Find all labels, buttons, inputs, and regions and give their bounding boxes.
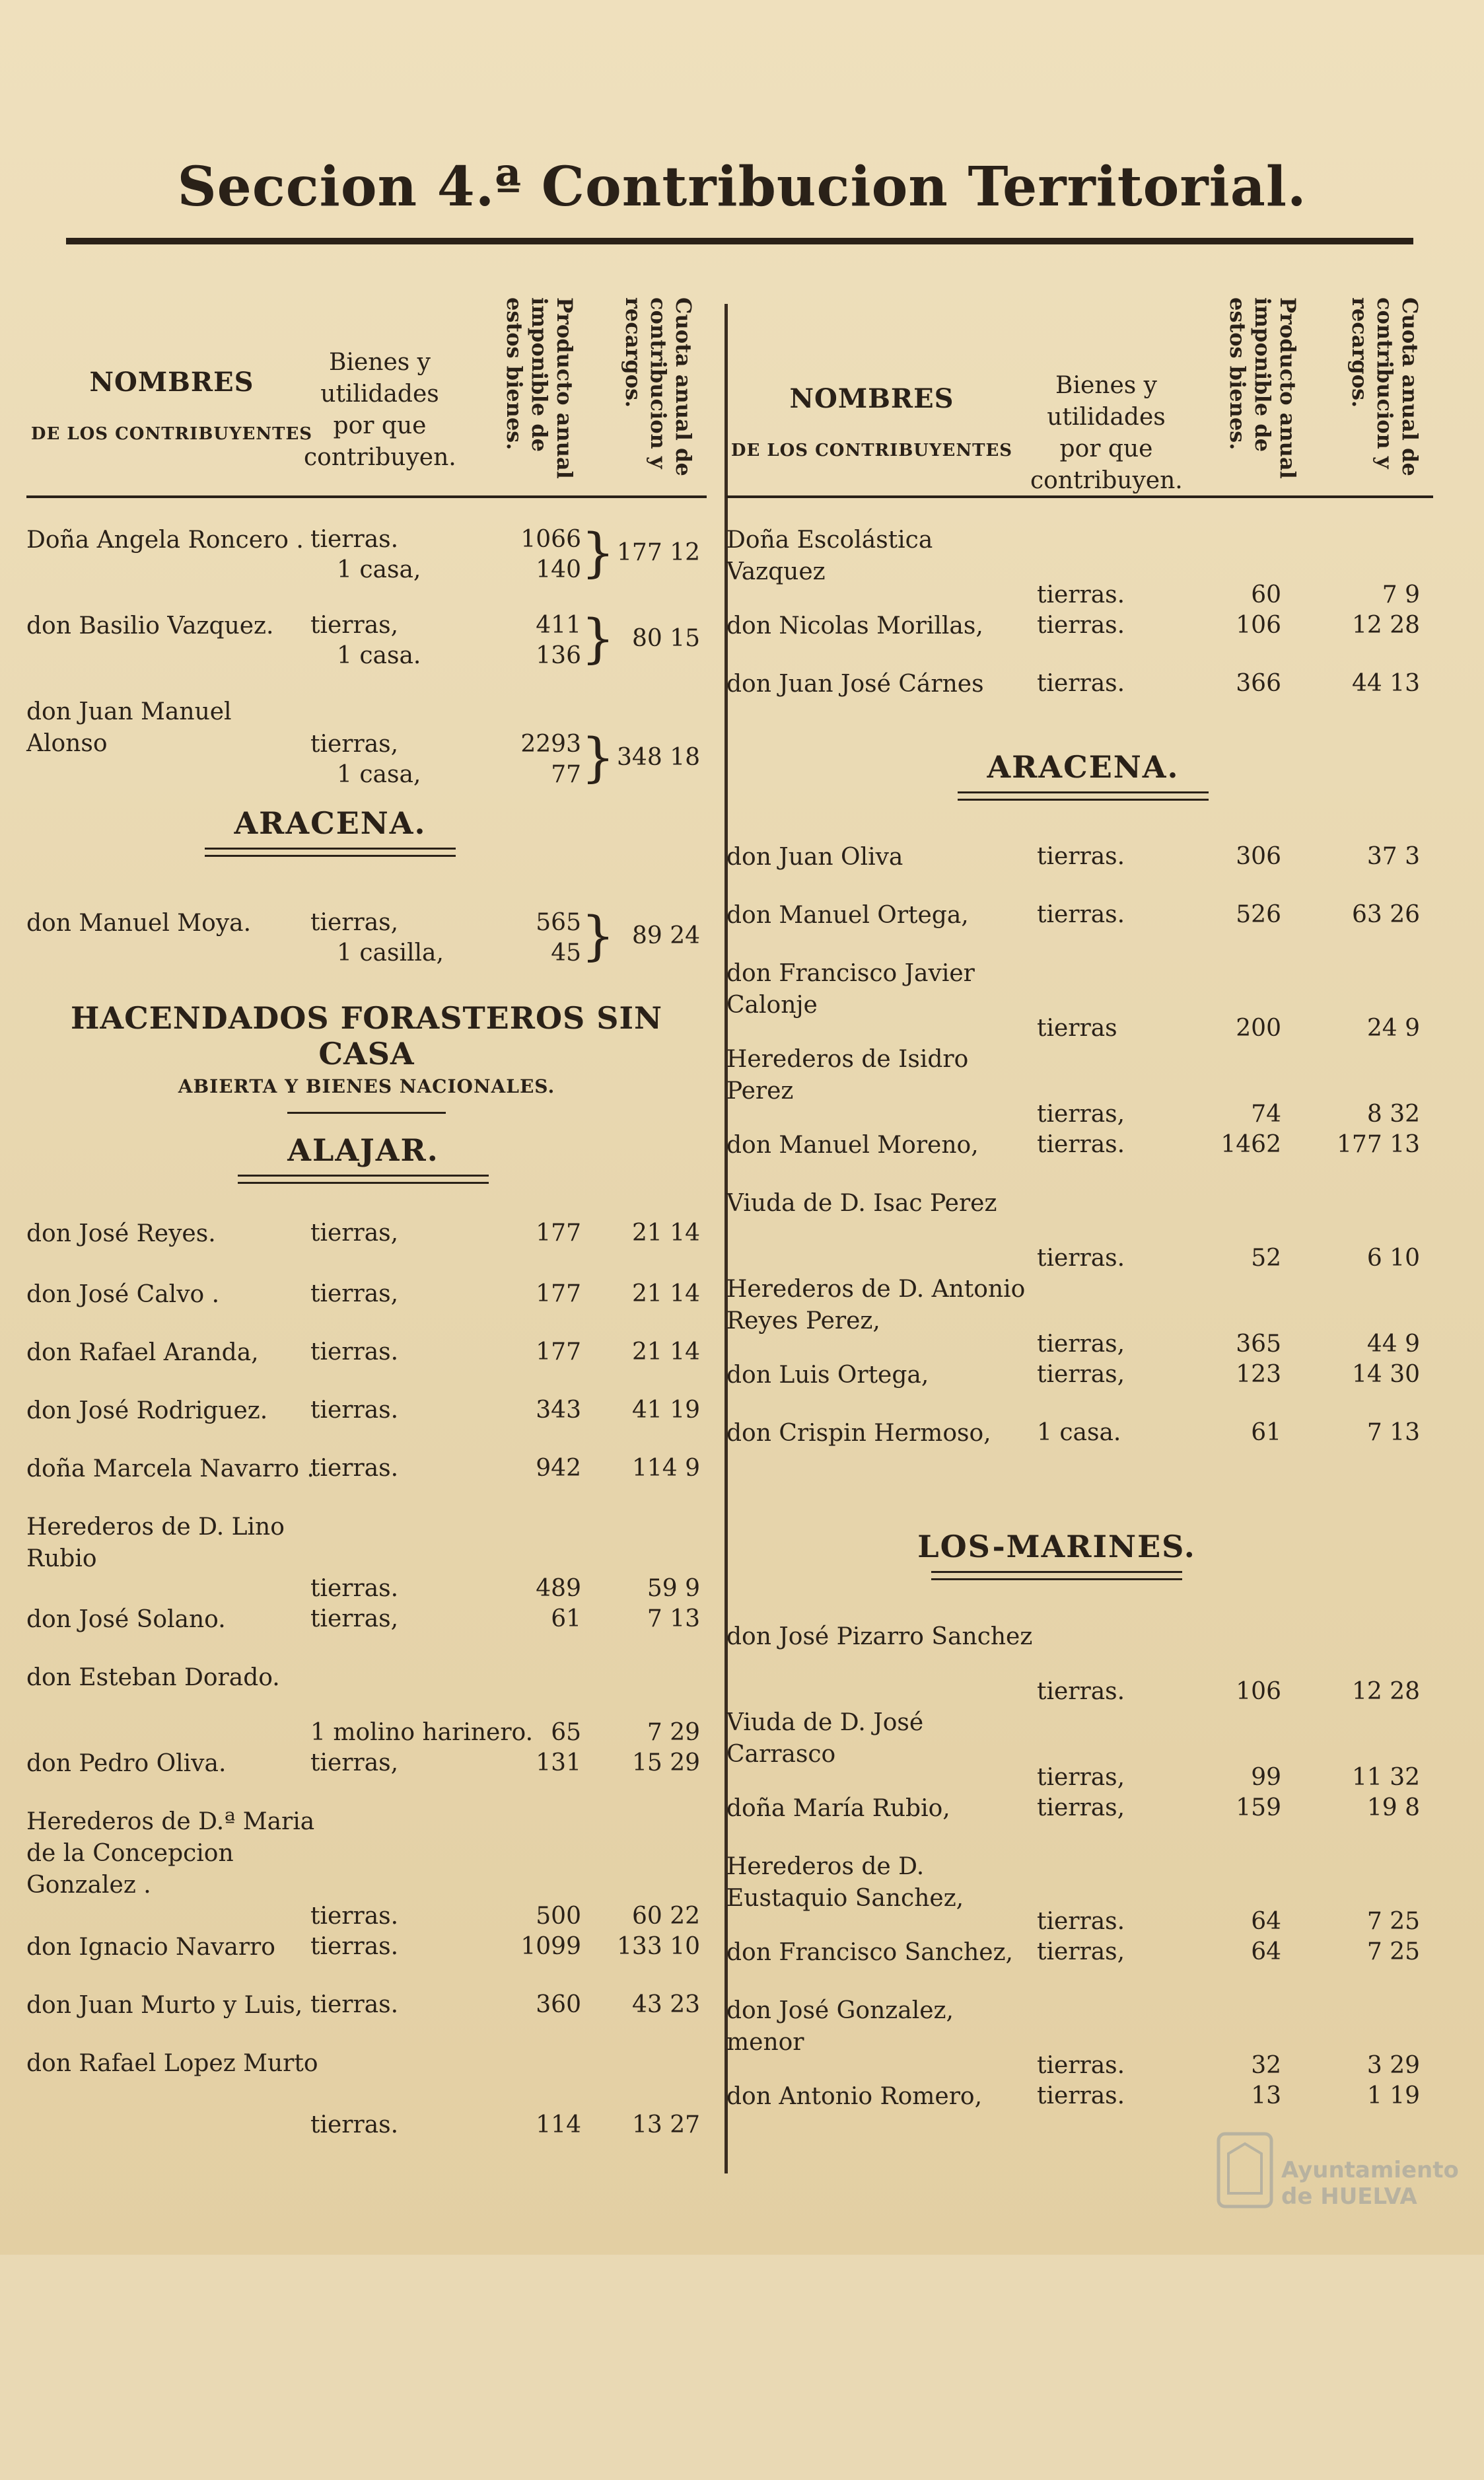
property: tierras, (1037, 1764, 1125, 1791)
property: tierras. (310, 1903, 399, 1930)
contributor-name: don José Calvo . (26, 1281, 220, 1308)
table-row (726, 1707, 1433, 1793)
bienes-header: Bienes y utilidades por que contribuyen. (1030, 372, 1183, 494)
table-row (726, 1995, 1433, 2081)
property: tierras, (1037, 1101, 1125, 1128)
left-column (26, 284, 707, 2480)
contributor-name: don Manuel Moya. (26, 910, 252, 937)
product-value: 365 (1236, 1331, 1281, 1358)
names-header-title: NOMBRES (789, 383, 954, 414)
quota-value: 21 14 (631, 1220, 700, 1247)
contributor-name: don Juan Murto y Luis, (26, 1992, 303, 2019)
property: tierras, (310, 1220, 399, 1247)
cuota-header: Cuota anual de contribucion y recargos. (621, 297, 696, 476)
product-value: 1099 (520, 1933, 581, 1960)
quota-value: 3 29 (1366, 2052, 1420, 2079)
section-title: HACENDADOS FORASTEROS SIN CASA (70, 1000, 663, 1072)
table-row (26, 1604, 707, 1662)
table-row (26, 1453, 707, 1512)
town-heading (139, 805, 522, 857)
contributor-name: don Manuel Ortega, (726, 902, 969, 929)
table-row (726, 669, 1433, 727)
product-value: 114 (536, 2111, 581, 2138)
product-value: 52 (1251, 1245, 1281, 1272)
contributor-name: don Francisco Javier Calonje (726, 960, 975, 1019)
contributor-name: Viuda de D. Isac Perez (726, 1190, 997, 1217)
table-row (726, 1274, 1433, 1360)
table-row (726, 1793, 1433, 1851)
quota-value: 12 28 (1351, 612, 1420, 639)
quota-value: 59 9 (647, 1575, 700, 1602)
product-value: 526 (1236, 901, 1281, 928)
contributor-name: Herederos de D. Eustaquio Sanchez, (726, 1853, 964, 1912)
table-row: Doña Angela Roncero . tierras. 1 casa, 1066 140 } 177 12 (26, 525, 707, 604)
contributor-name: don José Rodriguez. (26, 1397, 268, 1424)
product-value: 565 (536, 909, 581, 936)
product-value: 106 (1236, 612, 1281, 639)
property: tierras. (1037, 1245, 1125, 1272)
table-row (26, 1279, 707, 1337)
quota-value: 7 13 (1366, 1419, 1420, 1446)
contributor-name: doña Marcela Navarro . (26, 1455, 314, 1482)
product-value: 360 (536, 1991, 581, 2018)
title-rule (66, 238, 1413, 244)
property: tierras. (310, 1338, 399, 1366)
contributor-name: don Nicolas Morillas, (726, 612, 983, 639)
property: tierras. (1037, 901, 1125, 928)
contributor-name: don Basilio Vazquez. (26, 612, 274, 639)
contributor-name: don Ignacio Navarro (26, 1934, 275, 1961)
watermark-text: Ayuntamiento de HUELVA (1281, 2157, 1459, 2210)
section-subtitle: ABIERTA Y BIENES NACIONALES. (178, 1076, 555, 1097)
quota-value: 19 8 (1366, 1794, 1420, 1821)
product-value: 343 (536, 1397, 581, 1424)
property: tierras, (310, 1605, 399, 1632)
names-header (726, 383, 1017, 460)
table-row (726, 842, 1433, 900)
contributor-name: don José Gonzalez, menor (726, 1997, 954, 2056)
property: tierras, (1037, 1331, 1125, 1358)
product-value: 65 (551, 1719, 581, 1746)
property: tierras, (310, 1749, 399, 1776)
table-row (726, 525, 1433, 610)
bienes-header: Bienes y utilidades por que contribuyen. (304, 349, 456, 471)
contributor-name: Doña Angela Roncero . (26, 527, 304, 554)
quota-value: 133 10 (617, 1933, 700, 1960)
property: tierras. (1037, 612, 1125, 639)
town-name: LOS-MARINES. (917, 1529, 1196, 1564)
producto-header: Producto anual imponible de estos bienes. (1225, 297, 1300, 479)
property: tierras, (310, 612, 399, 639)
property: tierras. (1037, 670, 1125, 697)
product-value: 131 (536, 1749, 581, 1776)
product-value: 61 (551, 1605, 581, 1632)
property: 1 casilla, (337, 939, 444, 966)
product-value: 942 (536, 1455, 581, 1482)
product-value: 366 (1236, 670, 1281, 697)
product-value: 123 (1236, 1361, 1281, 1388)
quota-value: 63 26 (1351, 901, 1420, 928)
quota-value: 24 9 (1366, 1015, 1420, 1042)
table-row (726, 1130, 1433, 1188)
contributor-name: don José Reyes. (26, 1220, 216, 1247)
property: 1 casa. (337, 642, 421, 669)
contributor-name: don Rafael Lopez Murto (26, 2050, 318, 2077)
table-row (26, 1748, 707, 1806)
contributor-name: don Juan Oliva (726, 844, 903, 871)
property: tierras (1037, 1015, 1117, 1042)
table-row (26, 1662, 707, 1748)
table-row: don Juan Manuel Alonso tierras, 1 casa, 2293 77 } 348 18 (26, 696, 707, 802)
table-row (26, 1512, 707, 1604)
ornament (287, 1112, 446, 1118)
table-row (726, 610, 1433, 669)
property: tierras. (310, 1575, 399, 1602)
product-value: 32 (1251, 2052, 1281, 2079)
contributor-name: don José Solano. (26, 1606, 226, 1633)
contributor-name: Doña Escolástica Vazquez (726, 527, 933, 585)
contributor-name: Herederos de D.ª Maria de la Concepcion Gonzalez . (26, 1808, 315, 1899)
quota-value: 1 19 (1366, 2082, 1420, 2109)
table-row (26, 2048, 707, 2140)
section-heading (26, 987, 707, 1118)
table-row (726, 1188, 1433, 1274)
product-value: 106 (1236, 1678, 1281, 1705)
table-row (726, 1418, 1433, 1476)
table-row: don Basilio Vazquez. tierras, 1 casa. 411 136 } 80 15 (26, 610, 707, 690)
table-row (726, 1044, 1433, 1130)
quota-value: 15 29 (631, 1749, 700, 1776)
property: tierras. (1037, 1131, 1125, 1158)
contributor-name: don Manuel Moreno, (726, 1132, 979, 1159)
quota-value: 13 27 (631, 2111, 700, 2138)
quota-value: 11 32 (1351, 1764, 1420, 1791)
quota-value: 14 30 (1351, 1361, 1420, 1388)
table-row (726, 1621, 1433, 1707)
product-value: 159 (1236, 1794, 1281, 1821)
town-name: ARACENA. (987, 749, 1180, 785)
property: tierras. (310, 1933, 399, 1960)
product-value: 64 (1251, 1938, 1281, 1965)
product-value: 74 (1251, 1101, 1281, 1128)
table-row: don Manuel Moya. tierras, 1 casilla, 565 45 } 89 24 (26, 908, 707, 987)
town-heading (865, 1529, 1248, 1580)
quota-value: 348 18 (617, 744, 700, 771)
property: tierras. (1037, 1678, 1125, 1705)
contributor-name: Viuda de D. José Carrasco (726, 1709, 924, 1768)
contributor-name: Herederos de Isidro Perez (726, 1046, 969, 1105)
table-row (726, 900, 1433, 958)
quota-value: 37 3 (1366, 843, 1420, 870)
quota-value: 80 15 (631, 625, 700, 652)
page-title: Seccion 4.ª Contribucion Territorial. (177, 155, 1307, 219)
property: tierras. (310, 1397, 399, 1424)
watermark-logo (1215, 2127, 1459, 2213)
table-row (726, 1937, 1433, 1995)
contributor-name: don Pedro Oliva. (26, 1750, 227, 1777)
names-header-sub: DE LOS CONTRIBUYENTES (730, 441, 1013, 460)
table-row (26, 1218, 707, 1279)
contributor-name: don Juan Manuel Alonso (26, 698, 232, 757)
contributor-name: don José Pizarro Sanchez (726, 1623, 1033, 1650)
product-value: 2293 (520, 731, 581, 758)
property: tierras. (310, 526, 399, 553)
property: tierras. (1037, 581, 1125, 608)
names-header-title: NOMBRES (89, 367, 254, 398)
property: tierras, (1037, 1938, 1125, 1965)
quota-value: 21 14 (631, 1338, 700, 1366)
product-value: 200 (1236, 1015, 1281, 1042)
contributor-name: Herederos de D. Lino Rubio (26, 1514, 285, 1572)
property: tierras. (1037, 1908, 1125, 1935)
town-name: ALAJAR. (287, 1132, 439, 1168)
quota-value: 177 12 (617, 539, 700, 566)
names-header (26, 367, 317, 444)
quota-value: 114 9 (631, 1455, 700, 1482)
contributor-name: don Juan José Cárnes (726, 671, 984, 698)
town-heading (172, 1132, 555, 1184)
product-value: 177 (536, 1280, 581, 1307)
quota-value: 44 9 (1366, 1331, 1420, 1358)
product-value: 61 (1251, 1419, 1281, 1446)
product-value: 1462 (1220, 1131, 1281, 1158)
cuota-header: Cuota anual de contribucion y recargos. (1347, 297, 1423, 476)
contributor-name: don Luis Ortega, (726, 1362, 929, 1389)
product-value: 411 (536, 612, 581, 639)
product-value: 306 (1236, 843, 1281, 870)
quota-value: 89 24 (631, 922, 700, 949)
quota-value: 7 25 (1366, 1908, 1420, 1935)
product-value: 60 (1251, 581, 1281, 608)
property: tierras, (310, 1280, 399, 1307)
town-heading (892, 749, 1275, 801)
product-value: 140 (536, 556, 581, 583)
contributor-name: don Francisco Sanchez, (726, 1939, 1013, 1966)
contributor-name: don Antonio Romero, (726, 2083, 983, 2110)
table-row (26, 1990, 707, 2048)
contributor-name: don Rafael Aranda, (26, 1339, 259, 1366)
contributor-name: don Esteban Dorado. (26, 1664, 280, 1691)
property: tierras. (1037, 2052, 1125, 2079)
contributor-name: doña María Rubio, (726, 1795, 950, 1822)
product-value: 77 (551, 761, 581, 788)
product-value: 177 (536, 1220, 581, 1247)
table-row (26, 1932, 707, 1990)
property: 1 casa. (1037, 1419, 1121, 1446)
property: 1 casa, (337, 556, 421, 583)
property: tierras. (310, 1455, 399, 1482)
contributor-name: don Crispin Hermoso, (726, 1420, 991, 1447)
product-value: 177 (536, 1338, 581, 1366)
quota-value: 12 28 (1351, 1678, 1420, 1705)
product-value: 45 (551, 939, 581, 966)
property: tierras. (1037, 2082, 1125, 2109)
names-header-sub: DE LOS CONTRIBUYENTES (30, 424, 313, 444)
quota-value: 7 13 (647, 1605, 700, 1632)
property: tierras. (310, 2111, 399, 2138)
product-value: 1066 (520, 526, 581, 553)
property: 1 molino harinero. (310, 1719, 534, 1746)
product-value: 99 (1251, 1764, 1281, 1791)
table-row (26, 1395, 707, 1453)
table-row (26, 1806, 707, 1932)
quota-value: 43 23 (631, 1991, 700, 2018)
quota-value: 7 29 (647, 1719, 700, 1746)
contributor-name: Herederos de D. Antonio Reyes Perez, (726, 1276, 1026, 1334)
property: tierras, (310, 909, 399, 936)
quota-value: 177 13 (1337, 1131, 1420, 1158)
property: 1 casa, (337, 761, 421, 788)
property: tierras. (1037, 843, 1125, 870)
quota-value: 7 9 (1382, 581, 1420, 608)
product-value: 136 (536, 642, 581, 669)
product-value: 13 (1251, 2082, 1281, 2109)
quota-value: 41 19 (631, 1397, 700, 1424)
table-row (26, 1337, 707, 1395)
property: tierras. (310, 1991, 399, 2018)
quota-value: 7 25 (1366, 1938, 1420, 1965)
quota-value: 44 13 (1351, 670, 1420, 697)
quota-value: 6 10 (1366, 1245, 1420, 1272)
product-value: 64 (1251, 1908, 1281, 1935)
quota-value: 8 32 (1366, 1101, 1420, 1128)
table-header (26, 284, 707, 498)
table-row (726, 1360, 1433, 1418)
property: tierras, (1037, 1794, 1125, 1821)
town-name: ARACENA. (234, 805, 427, 841)
property: tierras, (1037, 1361, 1125, 1388)
quota-value: 21 14 (631, 1280, 700, 1307)
product-value: 500 (536, 1903, 581, 1930)
property: tierras, (310, 731, 399, 758)
quota-value: 60 22 (631, 1903, 700, 1930)
table-row (726, 1851, 1433, 1937)
table-header (726, 284, 1433, 498)
product-value: 489 (536, 1575, 581, 1602)
producto-header: Producto anual imponible de estos bienes. (502, 297, 577, 479)
table-row (726, 958, 1433, 1044)
